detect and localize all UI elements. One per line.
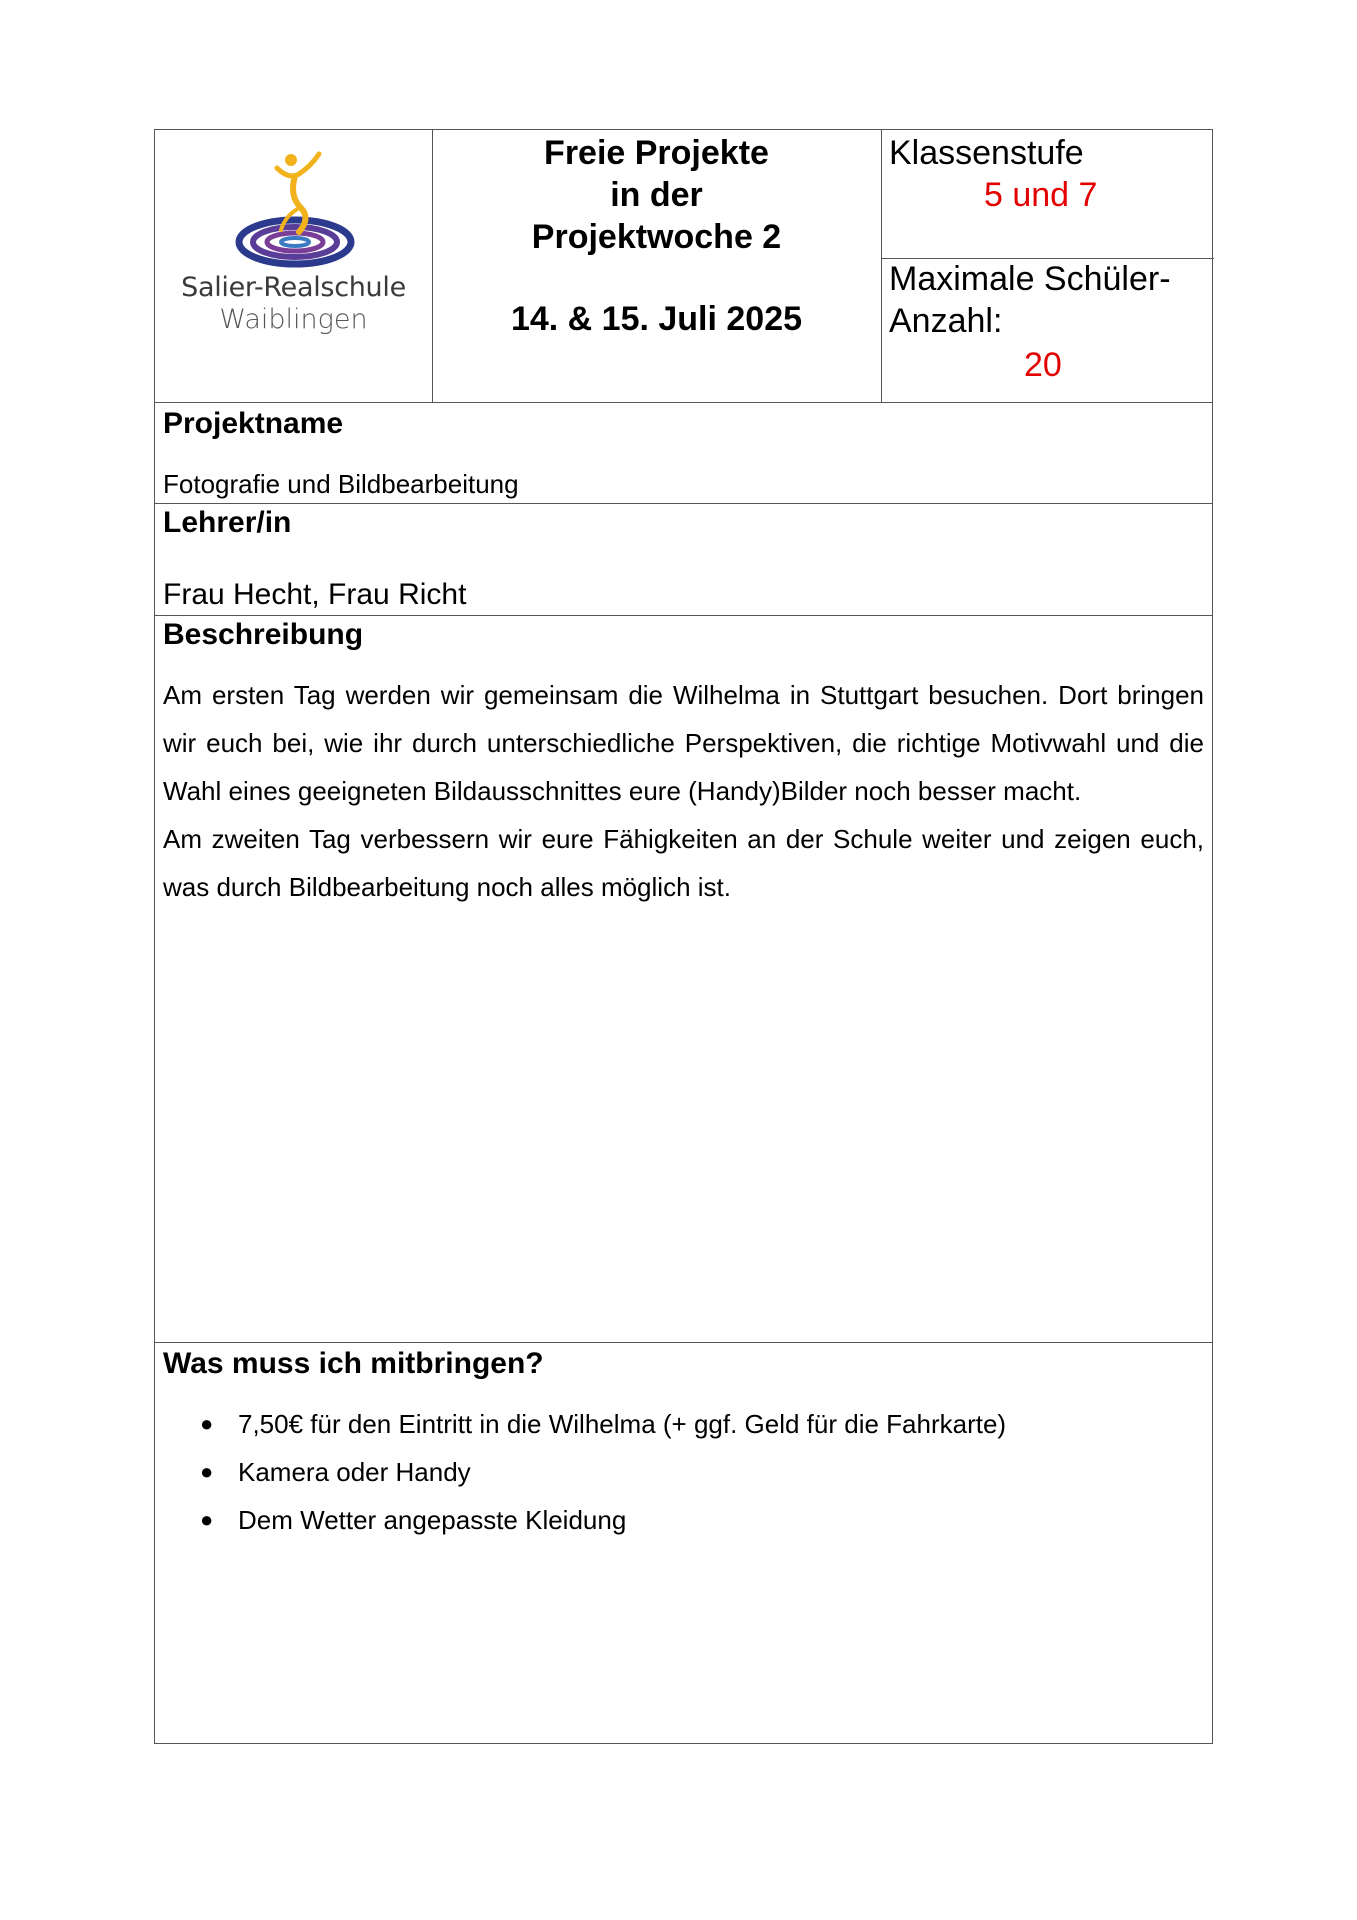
- grade-cell: [881, 130, 1214, 258]
- description-paragraph: Am ersten Tag werden wir gemeinsam die Wilhelma in Stuttgart besuchen. Dort bringen wir euch bei, wie ihr durch unterschiedliche Perspektiven, die richtige Motivwahl und die Wahl eines geeigneten Bildausschnittes eure (Handy)Bilder noch besser macht.: [163, 680, 1204, 806]
- project-date: 14. & 15. Juli 2025: [510, 300, 803, 338]
- list-item: [200, 1496, 1204, 1544]
- project-name-value: Fotografie und Bildbearbeitung: [163, 469, 519, 499]
- bullet-icon: ●: [200, 1411, 214, 1436]
- description-paragraph: Am zweiten Tag verbessern wir eure Fähigkeiten an der Schule weiter und zeigen euch, was durch Bildbearbeitung noch alles möglich ist.: [163, 824, 1204, 902]
- bring-section: [155, 1342, 1212, 1743]
- project-name-heading: Projektname: [163, 407, 344, 440]
- school-logo: [155, 130, 432, 402]
- title-line: Freie Projekte: [544, 134, 769, 172]
- project-name-section: [155, 402, 1212, 503]
- page-title: [432, 132, 881, 258]
- teacher-value: Frau Hecht, Frau Richt: [163, 578, 467, 611]
- grade-value: 5 und 7: [984, 176, 1098, 214]
- school-logo-icon: [225, 150, 365, 270]
- description-heading: Beschreibung: [163, 618, 364, 651]
- max-students-label: Maximale Schüler-Anzahl:: [889, 260, 1171, 340]
- grade-label: Klassenstufe: [889, 134, 1084, 172]
- teacher-section: [155, 503, 1212, 615]
- description-section: [155, 615, 1212, 1342]
- list-item-text: Kamera oder Handy: [238, 1457, 471, 1487]
- bullet-icon: ●: [200, 1459, 214, 1484]
- list-item-text: Dem Wetter angepasste Kleidung: [238, 1505, 627, 1535]
- list-item: [200, 1400, 1204, 1448]
- school-name: Salier-Realschule: [181, 272, 406, 303]
- list-item-text: 7,50€ für den Eintritt in die Wilhelma (+ ggf. Geld für die Fahrkarte): [238, 1409, 1007, 1439]
- title-line: in der: [610, 176, 703, 214]
- title-line: Projektwoche 2: [531, 218, 782, 256]
- title-cell: [432, 130, 881, 402]
- school-city: Waiblingen: [219, 304, 368, 335]
- description-body: [163, 671, 1204, 911]
- bring-list: [200, 1400, 1204, 1544]
- bring-heading: Was muss ich mitbringen?: [163, 1347, 544, 1380]
- project-sheet: [154, 129, 1213, 1744]
- teacher-heading: Lehrer/in: [163, 506, 292, 539]
- max-students-cell: [881, 258, 1214, 402]
- max-students-value: 20: [1024, 346, 1062, 384]
- bullet-icon: ●: [200, 1507, 214, 1532]
- list-item: [200, 1448, 1204, 1496]
